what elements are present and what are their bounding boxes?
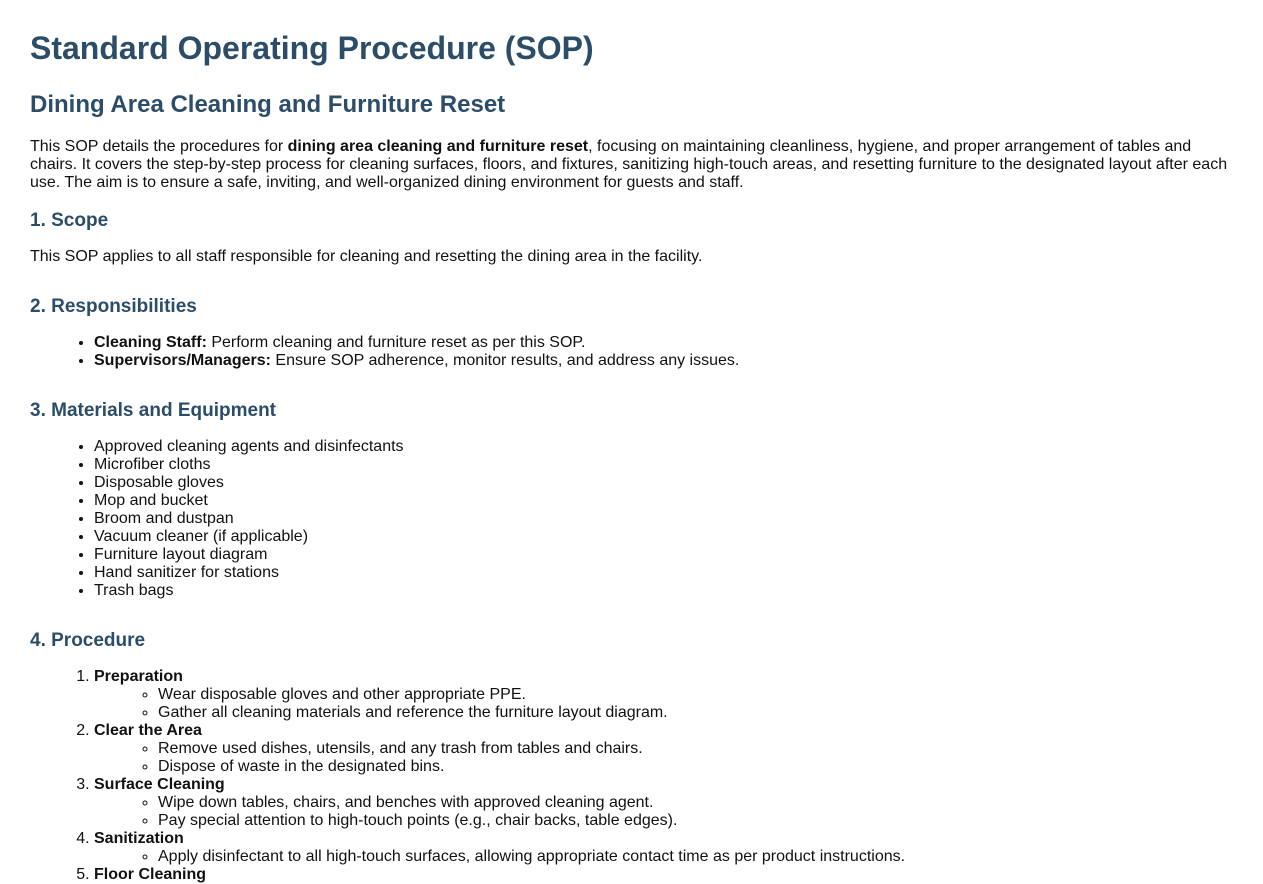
substep-item: ◦ Pay special attention to high-touch points (e.g., chair backs, table edges). bbox=[158, 812, 1233, 830]
procedure-steps bbox=[30, 668, 1233, 884]
intro-text-after: , focusing on maintaining cleanliness, hygiene, and proper arrangement of tables and chairs. It covers the step-by-step process for cleaning surfaces, floors, and fixtures, sanitizing high-touch areas, and resetting furniture to the designated layout after each use. The aim is to ensure a safe, inviting, and well-organized dining environment for guests and staff. bbox=[30, 138, 1228, 191]
procedure-step bbox=[94, 866, 1233, 884]
substep-item: ◦ Apply disinfectant to all high-touch surfaces, allowing appropriate contact time as per product instructions. bbox=[158, 848, 1233, 866]
step-title: Sanitization bbox=[94, 830, 184, 847]
step-substeps bbox=[94, 686, 1233, 722]
step-substeps bbox=[94, 794, 1233, 830]
responsibilities-heading: 2. Responsibilities bbox=[30, 296, 197, 317]
role-description: Ensure SOP adherence, monitor results, and address any issues. bbox=[270, 352, 740, 369]
substep-item: ◦ Gather all cleaning materials and reference the furniture layout diagram. bbox=[158, 704, 1233, 722]
list-item: • Trash bags bbox=[94, 582, 1233, 600]
list-item bbox=[94, 352, 1233, 370]
materials-heading: 3. Materials and Equipment bbox=[30, 400, 276, 421]
substep-item: ◦ Wipe down tables, chairs, and benches with approved cleaning agent. bbox=[158, 794, 1233, 812]
step-title: Clear the Area bbox=[94, 722, 202, 739]
role-label: Cleaning Staff: bbox=[94, 334, 207, 351]
procedure-step bbox=[94, 668, 1233, 722]
list-item: • Furniture layout diagram bbox=[94, 546, 1233, 564]
procedure-step bbox=[94, 830, 1233, 866]
procedure-step bbox=[94, 722, 1233, 776]
list-item: • Broom and dustpan bbox=[94, 510, 1233, 528]
step-title: Preparation bbox=[94, 668, 183, 685]
substep-item: ◦ Wear disposable gloves and other appropriate PPE. bbox=[158, 686, 1233, 704]
role-description: Perform cleaning and furniture reset as per this SOP. bbox=[206, 334, 586, 351]
list-item: • Hand sanitizer for stations bbox=[94, 564, 1233, 582]
list-item: • Approved cleaning agents and disinfectants bbox=[94, 438, 1233, 456]
intro-bold-text: dining area cleaning and furniture reset bbox=[287, 138, 589, 155]
scope-heading: 1. Scope bbox=[30, 210, 109, 231]
step-substeps bbox=[94, 740, 1233, 776]
substep-item: ◦ Dispose of waste in the designated bins. bbox=[158, 758, 1233, 776]
list-item bbox=[94, 334, 1233, 352]
role-label: Supervisors/Managers: bbox=[94, 352, 271, 369]
list-item: • Microfiber cloths bbox=[94, 456, 1233, 474]
page-subtitle: Dining Area Cleaning and Furniture Reset bbox=[30, 91, 506, 118]
materials-list bbox=[30, 438, 1233, 600]
step-title: Floor Cleaning bbox=[94, 866, 206, 883]
substep-item: ◦ Remove used dishes, utensils, and any trash from tables and chairs. bbox=[158, 740, 1233, 758]
list-item: • Mop and bucket bbox=[94, 492, 1233, 510]
procedure-heading: 4. Procedure bbox=[30, 630, 146, 651]
step-substeps bbox=[94, 848, 1233, 866]
intro-text-before: This SOP details the procedures for bbox=[30, 138, 288, 155]
page-title: Standard Operating Procedure (SOP) bbox=[30, 30, 594, 66]
intro-paragraph bbox=[30, 138, 1233, 192]
responsibilities-list bbox=[30, 334, 1233, 370]
list-item: • Vacuum cleaner (if applicable) bbox=[94, 528, 1233, 546]
step-title: Surface Cleaning bbox=[94, 776, 225, 793]
list-item: • Disposable gloves bbox=[94, 474, 1233, 492]
procedure-step bbox=[94, 776, 1233, 830]
scope-text: This SOP applies to all staff responsible for cleaning and resetting the dining area in the facility. bbox=[30, 248, 703, 265]
